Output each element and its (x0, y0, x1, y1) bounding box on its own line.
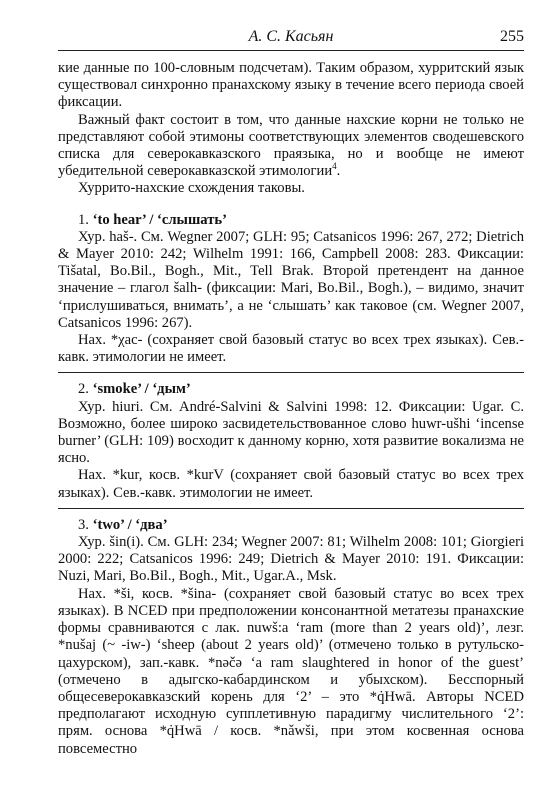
running-head-author: А. С. Касьян (248, 28, 334, 45)
intro-paragraph-2-text: Важный факт состоит в том, что данные нахские корни не только не представляют собой этимоны соответствующих элементов сводешевского списка для северокавказского праязыка, но и вообще не имеют убедительной северокавказской этимологии (58, 111, 524, 180)
intro-paragraph-1: кие данные по 100-словным подсчетам). Таким образом, хурритский язык существовал синхронно пранахскому языку в течение всего периода своей фиксации. (58, 60, 524, 111)
running-header (58, 26, 524, 48)
section-heading (58, 517, 524, 534)
section-1 (58, 212, 524, 367)
section-paragraph: Нах. *kur, косв. *kurV (сохраняет свой базовый статус во всех трех языках). Сев.-кавк. этимологии не имеет. (58, 467, 524, 501)
page-number: 255 (500, 28, 524, 45)
section-paragraph: Нах. *χac- (сохраняет свой базовый статус во всех трех языках). Сев.-кавк. этимологии не имеет. (58, 332, 524, 366)
section-divider (58, 372, 524, 373)
section-number: 1. (78, 211, 89, 228)
footnote-marker[interactable]: 4 (332, 161, 337, 172)
intro-paragraph-2 (58, 112, 524, 181)
section-divider (58, 508, 524, 509)
section-heading (58, 212, 524, 229)
section-paragraph: Хур. hiuri. См. André-Salvini & Salvini 1998: 12. Фиксации: Ugar. C. Возможно, более широко засвидетельствованное слово huwr-ušhi ‘incense burner’ (GLH: 109) восходит к данному корню, хотя развитие вокализма не ясно. (58, 398, 524, 467)
page-body (58, 60, 524, 758)
section-3 (58, 517, 524, 758)
intro-paragraph-3: Хуррито-нахские схождения таковы. (78, 180, 305, 197)
section-title: ‘two’ / ‘два’ (92, 516, 168, 533)
section-paragraph: Нах. *ši, косв. *šina- (сохраняет свой базовый статус во всех трех языках). В NCED при предположении консонантной метатезы пранахские формы сравниваются с лак. nuwš:a ‘ram (more than 2 years old)’, лезг. *nušaj (~ -iw-) ‘sheep (about 2 years old)’ (отмечено только в рутульско-цахурском), зап.-кавк. *nəčə ‘a ram slaughtered in honor of the guest’ (отмечено в адыгско-кабардинском и убыхском). Бесспорный общесеверокавказский корень для ‘2’ – это *q̇Hwā. Авторы NCED предполагают исходную супплетивную парадигму числительного ‘2’: прям. основа *q̇Hwā / косв. *nǎwši, при этом косвенная основа повсеместно (58, 585, 524, 757)
section-number: 3. (78, 516, 89, 533)
intro-paragraph-2-end: . (336, 163, 341, 180)
section-title: ‘smoke’ / ‘дым’ (92, 381, 191, 398)
header-rule (58, 50, 524, 51)
section-number: 2. (78, 381, 89, 398)
section-2 (58, 381, 524, 501)
section-paragraph: Хур. šin(i). См. GLH: 234; Wegner 2007: 81; Wilhelm 2008: 101; Giorgieri 2000: 222; Catsanicos 1996: 249; Dietrich & Mayer 2010: 191. Фиксации: Nuzi, Mari, Bo.Bil., Bogh., Mit., Ugar.A., Msk. (58, 534, 524, 585)
section-title: ‘to hear’ / ‘слышать’ (92, 211, 227, 228)
section-paragraph: Хур. haš-. См. Wegner 2007; GLH: 95; Catsanicos 1996: 267, 272; Dietrich & Mayer 2010: 242; Wilhelm 1991: 166, Campbell 2008: 283. Фиксации: Tišatal, Bo.Bil., Bogh., Mit., Tell Brak. Второй претендент на данное значение – глагол šalh- (фиксации: Mari, Bo.Bil., Bogh.), – видимо, значит ‘прислушиваться, внимать’, а не ‘слышать’ как таковое (см. Wegner 2007, Catsanicos 1996: 267). (58, 228, 524, 331)
section-heading (58, 381, 524, 398)
